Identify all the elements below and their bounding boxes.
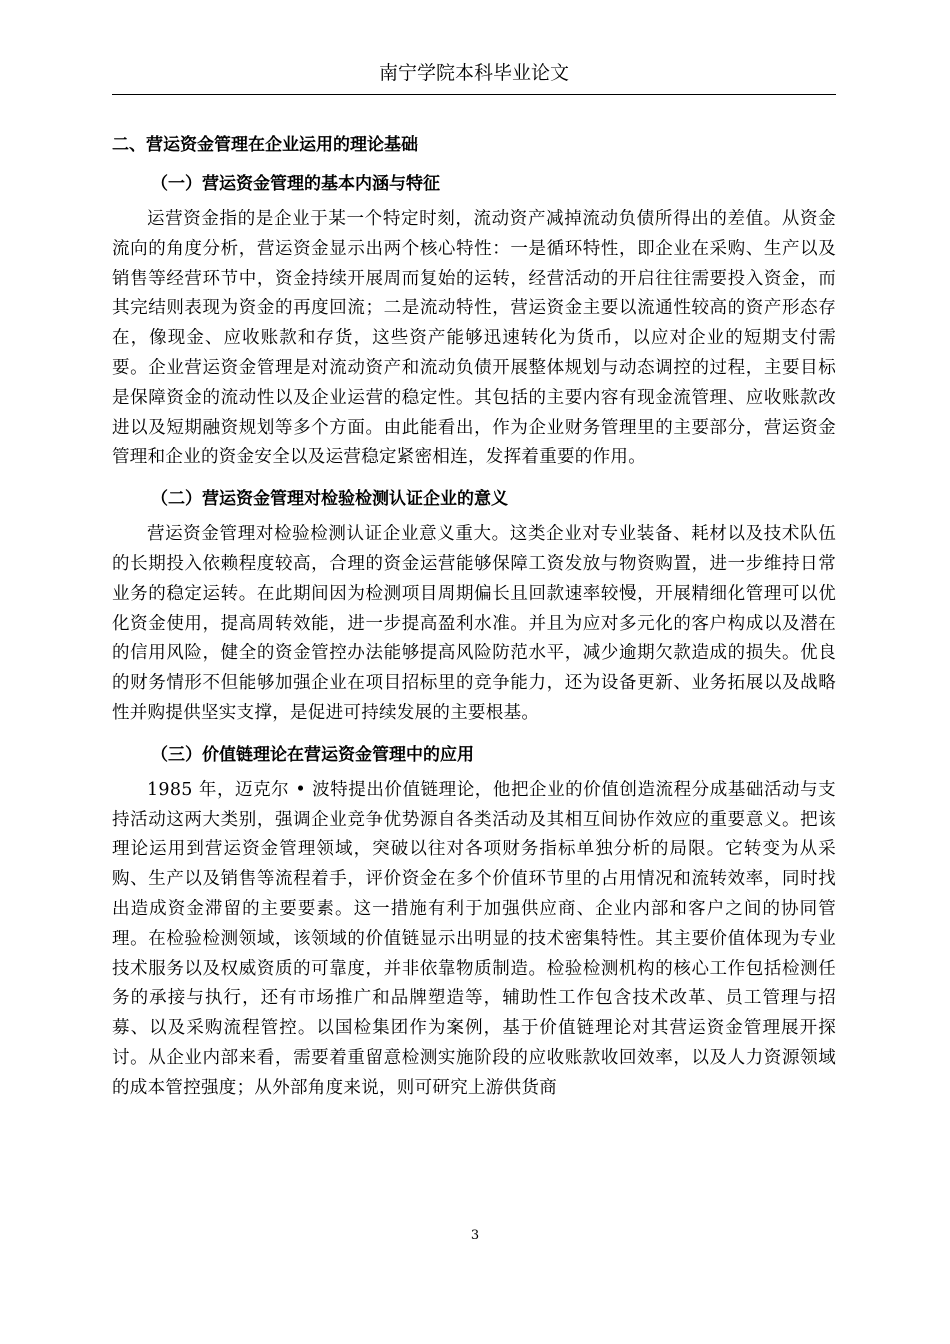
paragraph-3: 1985 年，迈克尔 • 波特提出价值链理论，他把企业的价值创造流程分成基础活动与支持活动这两大类别，强调企业竞争优势源自各类活动及其相互间协作效应的重要意义。把该理论运用到营运资金管理领域，突破以往对各项财务指标单独分析的局限。它转变为从采购、生产以及销售等流程着手，评价资金在多个价值环节里的占用情况和流转效率，同时找出造成资金滞留的主要要素。这一措施有利于加强供应商、企业内部和客户之间的协同管理。在检验检测领域，该领域的价值链显示出明显的技术密集特性。其主要价值体现为专业技术服务以及权威资质的可靠度，并非依靠物质制造。检验检测机构的核心工作包括检测任务的承接与执行，还有市场推广和品牌塑造等，辅助性工作包含技术改革、员工管理与招募、以及采购流程管控。以国检集团作为案例，基于价值链理论对其营运资金管理展开探讨。从企业内部来看，需要着重留意检测实施阶段的应收账款收回效率，以及人力资源领域的成本管控强度；从外部角度来说，则可研究上游供货商 bbox=[112, 779, 836, 1098]
page-number: 3 bbox=[470, 1228, 480, 1243]
page-body bbox=[112, 127, 836, 1112]
paragraph-2: 营运资金管理对检验检测认证企业意义重大。这类企业对专业装备、耗材以及技术队伍的长期投入依赖程度较高，合理的资金运营能够保障工资发放与物资购置，进一步维持日常业务的稳定运转。在此期间因为检测项目周期偏长且回款速率较慢，开展精细化管理可以优化资金使用，提高周转效能，进一步提高盈利水准。并且为应对多元化的客户构成以及潜在的信用风险，健全的资金管控办法能够提高风险防范水平，减少逾期欠款造成的损失。优良的财务情形不但能够加强企业在项目招标里的竞争能力，还为设备更新、业务拓展以及战略性并购提供坚实支撑，是促进可持续发展的主要根基。 bbox=[112, 524, 836, 723]
running-header: 南宁学院本科毕业论文 bbox=[378, 62, 569, 84]
subsection-heading-3: （三）价值链理论在营运资金管理中的应用 bbox=[151, 744, 474, 765]
header-divider bbox=[112, 94, 836, 95]
subsection-heading-2: （二）营运资金管理对检验检测认证企业的意义 bbox=[151, 489, 508, 510]
subsection-heading-1: （一）营运资金管理的基本内涵与特征 bbox=[151, 174, 440, 194]
paragraph-1: 运营资金指的是企业于某一个特定时刻，流动资产减掉流动负债所得出的差值。从资金流向的角度分析，营运资金显示出两个核心特性：一是循环特性，即企业在采购、生产以及销售等经营环节中，资金持续开展周而复始的运转，经营活动的开启往往需要投入资金，而其完结则表现为资金的再度回流；二是流动特性，营运资金主要以流通性较高的资产形态存在，像现金、应收账款和存货，这些资产能够迅速转化为货币，以应对企业的短期支付需要。企业营运资金管理是对流动资产和流动负债开展整体规划与动态调控的过程，主要目标是保障资金的流动性以及企业运营的稳定性。其包括的主要内容有现金流管理、应收账款改进以及短期融资规划等多个方面。由此能看出，作为企业财务管理里的主要部分，营运资金管理和企业的资金安全以及运营稳定紧密相连，发挥着重要的作用。 bbox=[112, 209, 836, 468]
section-heading: 二、营运资金管理在企业运用的理论基础 bbox=[112, 135, 418, 155]
